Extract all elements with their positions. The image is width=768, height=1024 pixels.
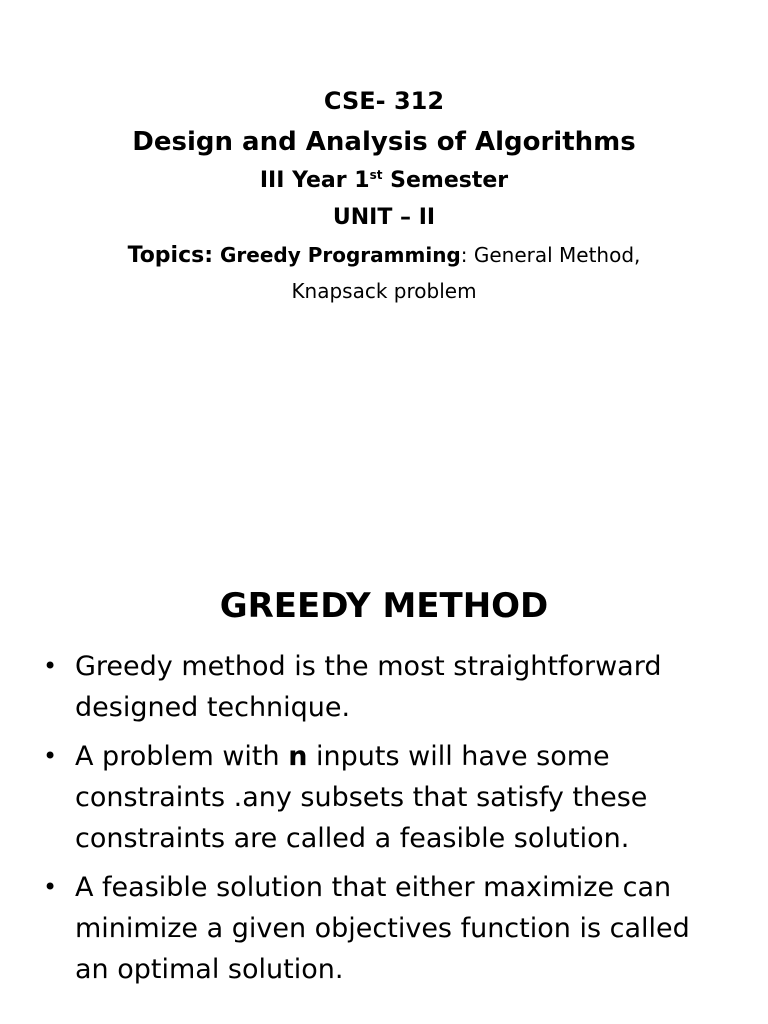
bullet-dot-icon: • — [43, 652, 58, 680]
year-superscript: st — [369, 168, 383, 182]
year-semester — [0, 168, 768, 193]
topics-rest: : General Method, — [460, 243, 641, 267]
bullet-dot-icon: • — [43, 873, 58, 901]
bullet-item — [40, 867, 720, 990]
bullet-text-before: A problem with — [75, 741, 289, 772]
bullet-bold-n: n — [288, 741, 308, 772]
slide-heading: GREEDY METHOD — [219, 586, 549, 626]
bullet-text: Greedy method is the most straightforward designed technique. — [75, 651, 662, 723]
bullet-text: A feasible solution that either maximize can minimize a given objectives function is called an optimal solution. — [75, 872, 690, 985]
year-prefix: III Year 1 — [259, 168, 370, 193]
bullet-item — [40, 646, 720, 728]
course-code: CSE- 312 — [323, 87, 445, 115]
bullet-text-after: inputs will have some constraints .any subsets that satisfy these constraints are called a feasible solution. — [75, 741, 648, 854]
topics-label: Topics: — [127, 243, 214, 268]
topics-line-2: Knapsack problem — [291, 279, 477, 303]
topics-line — [0, 243, 768, 268]
bullet-dot-icon: • — [43, 742, 58, 770]
content-slide — [0, 512, 768, 1024]
year-suffix: Semester — [382, 168, 509, 193]
bullet-item — [40, 736, 720, 859]
course-title: Design and Analysis of Algorithms — [132, 127, 636, 157]
topics-strong: Greedy Programming — [213, 243, 461, 267]
unit-label: UNIT – II — [332, 205, 436, 230]
bullet-list — [40, 646, 720, 998]
